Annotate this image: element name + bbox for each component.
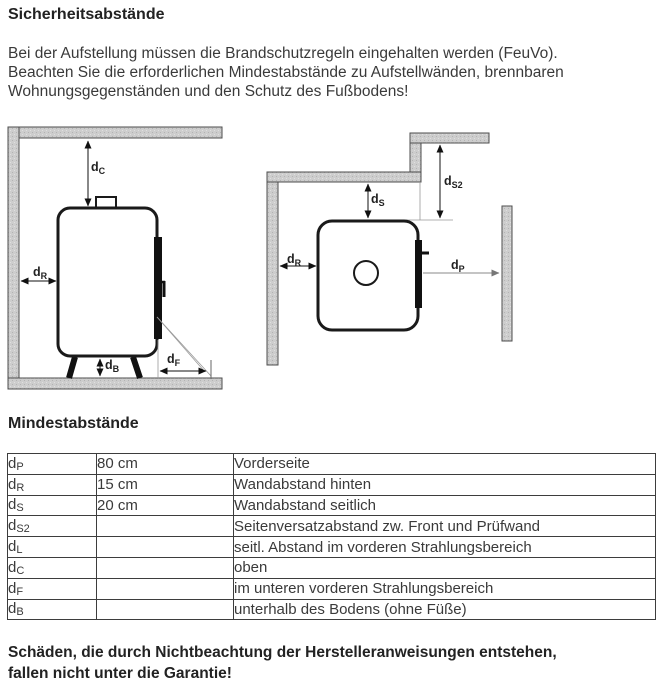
value-cell: 15 cm [97,474,234,495]
table-row [8,495,656,516]
min-distances-heading: Mindestabstände [8,415,139,432]
label-dc: $d_C$ [91,160,106,176]
description-cell: oben [234,557,656,578]
warranty-warning [8,642,557,684]
value-cell [97,557,234,578]
page-title: Sicherheitsabstände [8,6,165,23]
symbol-cell: $d_R$ [8,474,97,495]
label-db: $d_B$ [105,358,120,374]
value-cell: 20 cm [97,495,234,516]
description-cell: im unteren vorderen Strahlungsbereich [234,578,656,599]
table-row [8,516,656,537]
top-test-wall [502,206,512,341]
stove-body-front [58,208,157,356]
symbol-cell: $d_S$ [8,495,97,516]
top-side-wall [267,172,421,182]
warranty-warning-line-2: fallen nicht unter die Garantie! [8,665,232,682]
symbol-cell: $d_C$ [8,557,97,578]
intro-line-3: Wohnungsgegenständen und den Schutz des Fußbodens! [8,83,409,100]
front-floor [8,378,222,389]
symbol-cell: $d_F$ [8,578,97,599]
min-distances-table [7,453,656,620]
value-cell [97,578,234,599]
value-cell [97,537,234,558]
label-ds: $d_S$ [371,192,385,208]
label-dr-top: $d_R$ [287,252,302,268]
description-cell: Vorderseite [234,454,656,475]
table-row [8,537,656,558]
description-cell: unterhalb des Bodens (ohne Füße) [234,599,656,620]
stove-leg-right [133,357,140,378]
value-cell: 80 cm [97,454,234,475]
radiation-diagonal-2 [157,317,205,372]
table-row [8,599,656,620]
label-df: $d_F$ [167,352,181,368]
table-row [8,578,656,599]
top-view-diagram [267,133,512,365]
description-cell: Wandabstand seitlich [234,495,656,516]
top-rear-wall [267,182,278,365]
symbol-cell: $d_B$ [8,599,97,620]
label-dr-front: $d_R$ [33,265,48,281]
symbol-cell: $d_L$ [8,537,97,558]
stove-flue-top [354,261,378,285]
label-ds2: $d_{S2}$ [444,174,463,190]
symbol-cell: $d_P$ [8,454,97,475]
label-dp: $d_P$ [451,258,465,274]
warranty-warning-line-1: Schäden, die durch Nichtbeachtung der Herstelleranweisungen entstehen, [8,644,557,661]
symbol-cell: $d_{S2}$ [8,516,97,537]
intro-line-1: Bei der Aufstellung müssen die Brandschutzregeln eingehalten werden (FeuVo). [8,45,558,62]
intro-paragraph [8,44,564,101]
value-cell [97,516,234,537]
stove-door-front [154,237,162,339]
description-cell: Seitenversatzabstand zw. Front und Prüfwand [234,516,656,537]
description-cell: Wandabstand hinten [234,474,656,495]
description-cell: seitl. Abstand im vorderen Strahlungsbereich [234,537,656,558]
front-rear-wall [8,127,19,389]
front-view-diagram [8,127,222,389]
table-row [8,454,656,475]
table-row [8,474,656,495]
stove-door-top [415,240,422,308]
front-ceiling-wall [8,127,222,138]
stove-leg-left [69,357,75,378]
intro-line-2: Beachten Sie die erforderlichen Mindestabstände zu Aufstellwänden, brennbaren [8,64,564,81]
top-offset-wall [410,133,489,143]
table-row [8,557,656,578]
value-cell [97,599,234,620]
